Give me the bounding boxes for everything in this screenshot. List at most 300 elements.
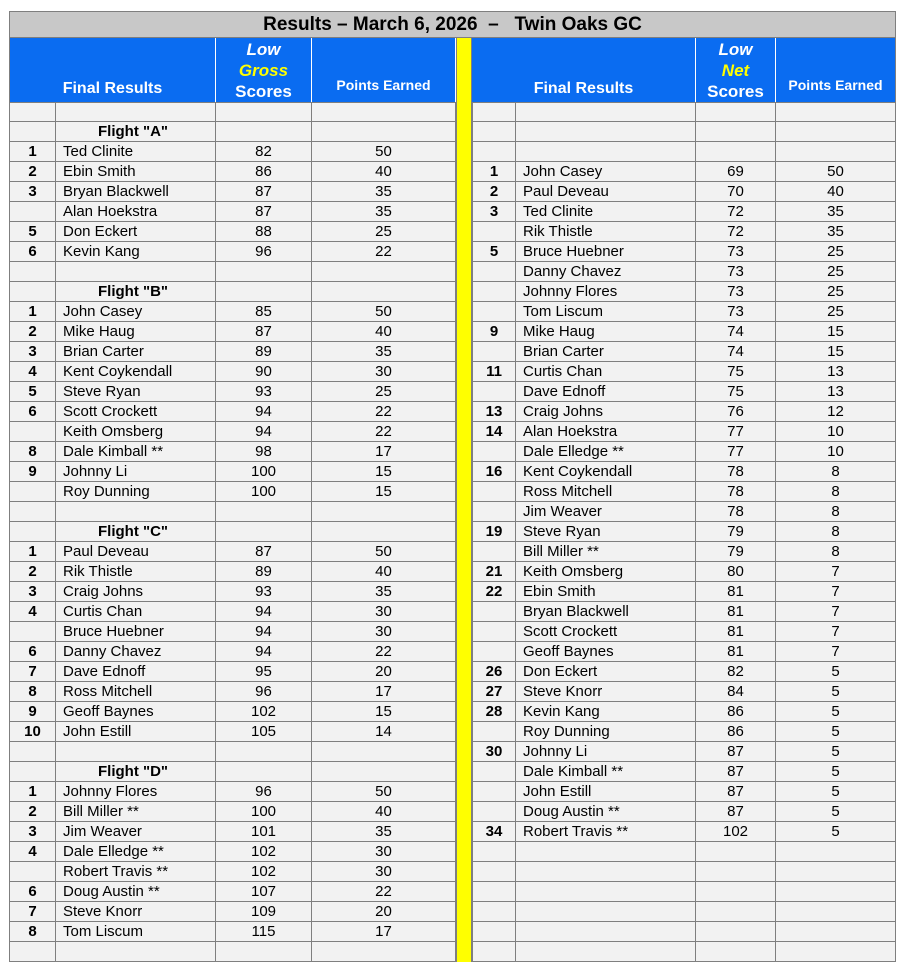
- place-cell: [9, 422, 56, 442]
- points-cell: [312, 282, 456, 302]
- gross-table-row: [9, 542, 456, 562]
- place-cell: 5: [9, 382, 56, 402]
- player-name-cell: Ebin Smith: [56, 162, 216, 182]
- net-table-row: [472, 282, 896, 302]
- gross-table-row: [9, 162, 456, 182]
- score-cell: [216, 282, 312, 302]
- points-cell: [312, 262, 456, 282]
- net-table-row: [472, 182, 896, 202]
- net-table-row: [472, 522, 896, 542]
- gross-table-row: [9, 762, 456, 782]
- place-cell: 9: [9, 462, 56, 482]
- net-table-row: [472, 842, 896, 862]
- points-cell: 14: [312, 722, 456, 742]
- points-cell: 35: [312, 582, 456, 602]
- score-cell: 96: [216, 782, 312, 802]
- points-cell: 7: [776, 602, 896, 622]
- results-title-bar: [9, 11, 896, 38]
- place-cell: 6: [9, 242, 56, 262]
- place-cell: [472, 442, 516, 462]
- points-cell: 8: [776, 482, 896, 502]
- score-cell: 98: [216, 442, 312, 462]
- header-points-earned-gross: [312, 38, 456, 102]
- place-cell: [472, 222, 516, 242]
- net-table-row: [472, 382, 896, 402]
- points-cell: 20: [312, 902, 456, 922]
- flight-label: Flight "C": [56, 522, 216, 542]
- net-table-row: [472, 142, 896, 162]
- player-name-cell: Bill Miller **: [56, 802, 216, 822]
- player-name-cell: Geoff Baynes: [516, 642, 696, 662]
- player-name-cell: Steve Ryan: [516, 522, 696, 542]
- gross-table-row: [9, 122, 456, 142]
- gross-table-row: [9, 402, 456, 422]
- place-cell: 2: [472, 182, 516, 202]
- place-cell: [472, 842, 516, 862]
- player-name-cell: Bruce Huebner: [56, 622, 216, 642]
- points-cell: 35: [312, 182, 456, 202]
- score-cell: 100: [216, 462, 312, 482]
- score-cell: 87: [216, 542, 312, 562]
- score-cell: 82: [216, 142, 312, 162]
- points-cell: 35: [312, 202, 456, 222]
- score-cell: 79: [696, 522, 776, 542]
- player-name-cell: Robert Travis **: [516, 822, 696, 842]
- points-cell: 17: [312, 442, 456, 462]
- player-name-cell: [516, 922, 696, 942]
- place-cell: 1: [9, 142, 56, 162]
- net-table-row: [472, 302, 896, 322]
- player-name-cell: Kevin Kang: [516, 702, 696, 722]
- score-cell: 72: [696, 222, 776, 242]
- place-cell: 8: [9, 682, 56, 702]
- place-cell: 2: [9, 322, 56, 342]
- place-cell: [472, 722, 516, 742]
- score-cell: 86: [216, 162, 312, 182]
- header-points-earned-gross-label: Points Earned: [336, 77, 431, 93]
- header-low-gross-scores: [216, 38, 312, 102]
- player-name-cell: Kent Coykendall: [516, 462, 696, 482]
- player-name-cell: Danny Chavez: [516, 262, 696, 282]
- points-cell: [776, 842, 896, 862]
- gross-table-row: [9, 562, 456, 582]
- points-cell: 40: [312, 322, 456, 342]
- net-table-row: [472, 482, 896, 502]
- player-name-cell: Ted Clinite: [516, 202, 696, 222]
- points-cell: [312, 942, 456, 962]
- yellow-divider-column: [456, 38, 472, 962]
- points-cell: [312, 122, 456, 142]
- points-cell: [776, 122, 896, 142]
- player-name-cell: Johnny Li: [516, 742, 696, 762]
- net-table-row: [472, 542, 896, 562]
- points-cell: 30: [312, 362, 456, 382]
- score-cell: 94: [216, 422, 312, 442]
- points-cell: 10: [776, 442, 896, 462]
- player-name-cell: Steve Knorr: [516, 682, 696, 702]
- points-cell: 22: [312, 642, 456, 662]
- points-cell: 15: [312, 462, 456, 482]
- net-table-row: [472, 562, 896, 582]
- player-name-cell: Geoff Baynes: [56, 702, 216, 722]
- player-name-cell: Rik Thistle: [56, 562, 216, 582]
- points-cell: 25: [776, 282, 896, 302]
- score-cell: 74: [696, 322, 776, 342]
- player-name-cell: John Casey: [56, 302, 216, 322]
- points-cell: 30: [312, 842, 456, 862]
- points-cell: 22: [312, 242, 456, 262]
- player-name-cell: Dave Ednoff: [516, 382, 696, 402]
- score-cell: 73: [696, 242, 776, 262]
- score-cell: 80: [696, 562, 776, 582]
- place-cell: 6: [9, 642, 56, 662]
- score-cell: [216, 102, 312, 122]
- score-cell: 73: [696, 282, 776, 302]
- gross-table-row: [9, 462, 456, 482]
- player-name-cell: [516, 882, 696, 902]
- points-cell: 5: [776, 762, 896, 782]
- gross-table-row: [9, 142, 456, 162]
- score-cell: 102: [216, 702, 312, 722]
- net-table-row: [472, 422, 896, 442]
- points-cell: 5: [776, 662, 896, 682]
- place-cell: [9, 482, 56, 502]
- place-cell: 14: [472, 422, 516, 442]
- player-name-cell: Mike Haug: [56, 322, 216, 342]
- flight-label: Flight "B": [56, 282, 216, 302]
- score-cell: [216, 502, 312, 522]
- place-cell: 13: [472, 402, 516, 422]
- place-cell: [472, 622, 516, 642]
- place-cell: [9, 762, 56, 782]
- score-cell: 77: [696, 422, 776, 442]
- net-table-row: [472, 942, 896, 962]
- score-cell: 115: [216, 922, 312, 942]
- gross-table-row: [9, 302, 456, 322]
- net-table-row: [472, 202, 896, 222]
- score-cell: 77: [696, 442, 776, 462]
- player-name-cell: [516, 102, 696, 122]
- score-cell: [696, 842, 776, 862]
- place-cell: 27: [472, 682, 516, 702]
- place-cell: [472, 382, 516, 402]
- points-cell: 17: [312, 922, 456, 942]
- header-final-results-net-label: Final Results: [533, 80, 634, 97]
- player-name-cell: Dale Elledge **: [56, 842, 216, 862]
- net-table-row: [472, 262, 896, 282]
- place-cell: 2: [9, 562, 56, 582]
- gross-table-row: [9, 642, 456, 662]
- score-cell: 94: [216, 602, 312, 622]
- score-cell: 101: [216, 822, 312, 842]
- points-cell: 30: [312, 862, 456, 882]
- net-table-row: [472, 322, 896, 342]
- score-cell: 87: [696, 742, 776, 762]
- gross-table-row: [9, 802, 456, 822]
- score-cell: 78: [696, 502, 776, 522]
- player-name-cell: [56, 742, 216, 762]
- gross-table-row: [9, 102, 456, 122]
- points-cell: 7: [776, 582, 896, 602]
- points-cell: 30: [312, 602, 456, 622]
- points-cell: 8: [776, 502, 896, 522]
- place-cell: [472, 802, 516, 822]
- place-cell: 8: [9, 922, 56, 942]
- score-cell: 84: [696, 682, 776, 702]
- net-table-row: [472, 862, 896, 882]
- place-cell: [472, 482, 516, 502]
- player-name-cell: Keith Omsberg: [56, 422, 216, 442]
- score-cell: 81: [696, 602, 776, 622]
- score-cell: [696, 942, 776, 962]
- place-cell: 8: [9, 442, 56, 462]
- gross-table-row: [9, 722, 456, 742]
- points-cell: [776, 862, 896, 882]
- gross-table-row: [9, 442, 456, 462]
- net-table-row: [472, 922, 896, 942]
- place-cell: [472, 882, 516, 902]
- score-cell: 102: [216, 862, 312, 882]
- points-cell: 15: [312, 482, 456, 502]
- place-cell: [472, 542, 516, 562]
- points-cell: 50: [312, 782, 456, 802]
- score-cell: 75: [696, 382, 776, 402]
- place-cell: 3: [9, 582, 56, 602]
- header-low-gross-line3: Scores: [235, 82, 292, 101]
- place-cell: 16: [472, 462, 516, 482]
- place-cell: [472, 762, 516, 782]
- net-table-row: [472, 242, 896, 262]
- header-low-net-line3: Scores: [707, 82, 764, 101]
- place-cell: [472, 602, 516, 622]
- gross-table-row: [9, 622, 456, 642]
- score-cell: [696, 902, 776, 922]
- header-final-results-gross-label: Final Results: [62, 80, 163, 97]
- player-name-cell: Bryan Blackwell: [56, 182, 216, 202]
- place-cell: 9: [9, 702, 56, 722]
- place-cell: 7: [9, 662, 56, 682]
- score-cell: 78: [696, 462, 776, 482]
- player-name-cell: Brian Carter: [516, 342, 696, 362]
- points-cell: 5: [776, 822, 896, 842]
- score-cell: 102: [696, 822, 776, 842]
- player-name-cell: Scott Crockett: [516, 622, 696, 642]
- place-cell: [472, 302, 516, 322]
- score-cell: 102: [216, 842, 312, 862]
- points-cell: 35: [776, 222, 896, 242]
- points-cell: 25: [776, 302, 896, 322]
- place-cell: [472, 902, 516, 922]
- place-cell: 1: [9, 542, 56, 562]
- player-name-cell: Roy Dunning: [516, 722, 696, 742]
- points-cell: 35: [312, 342, 456, 362]
- player-name-cell: Robert Travis **: [56, 862, 216, 882]
- score-cell: 87: [216, 322, 312, 342]
- place-cell: 26: [472, 662, 516, 682]
- place-cell: [472, 142, 516, 162]
- header-points-earned-net-label: Points Earned: [788, 77, 883, 93]
- points-cell: 15: [776, 342, 896, 362]
- results-title: Results – March 6, 2026 – Twin Oaks GC: [263, 14, 642, 35]
- net-table-row: [472, 722, 896, 742]
- points-cell: 40: [312, 562, 456, 582]
- player-name-cell: Kent Coykendall: [56, 362, 216, 382]
- points-cell: 25: [312, 382, 456, 402]
- place-cell: 3: [9, 182, 56, 202]
- score-cell: 94: [216, 622, 312, 642]
- place-cell: [472, 642, 516, 662]
- player-name-cell: Alan Hoekstra: [56, 202, 216, 222]
- place-cell: [472, 102, 516, 122]
- points-cell: 7: [776, 642, 896, 662]
- points-cell: 50: [312, 542, 456, 562]
- place-cell: 22: [472, 582, 516, 602]
- net-table-row: [472, 362, 896, 382]
- points-cell: [776, 882, 896, 902]
- net-table-row: [472, 582, 896, 602]
- place-cell: [472, 122, 516, 142]
- place-cell: [9, 522, 56, 542]
- gross-table-row: [9, 922, 456, 942]
- points-cell: 5: [776, 782, 896, 802]
- score-cell: 78: [696, 482, 776, 502]
- place-cell: 3: [9, 342, 56, 362]
- points-cell: 13: [776, 382, 896, 402]
- points-cell: 15: [312, 702, 456, 722]
- player-name-cell: [516, 942, 696, 962]
- net-table-row: [472, 822, 896, 842]
- score-cell: 70: [696, 182, 776, 202]
- points-cell: [312, 102, 456, 122]
- player-name-cell: Ted Clinite: [56, 142, 216, 162]
- net-table-row: [472, 682, 896, 702]
- place-cell: 9: [472, 322, 516, 342]
- player-name-cell: [516, 862, 696, 882]
- points-cell: 7: [776, 562, 896, 582]
- player-name-cell: Dale Kimball **: [516, 762, 696, 782]
- player-name-cell: Roy Dunning: [56, 482, 216, 502]
- player-name-cell: Dale Elledge **: [516, 442, 696, 462]
- points-cell: 30: [312, 622, 456, 642]
- player-name-cell: Curtis Chan: [56, 602, 216, 622]
- low-net-table: [472, 102, 896, 962]
- score-cell: [696, 142, 776, 162]
- points-cell: 5: [776, 702, 896, 722]
- table-header: [9, 38, 896, 102]
- player-name-cell: Doug Austin **: [516, 802, 696, 822]
- points-cell: 8: [776, 462, 896, 482]
- player-name-cell: Johnny Flores: [516, 282, 696, 302]
- gross-table-row: [9, 702, 456, 722]
- score-cell: [216, 522, 312, 542]
- score-cell: [216, 122, 312, 142]
- net-table-row: [472, 902, 896, 922]
- place-cell: [9, 282, 56, 302]
- player-name-cell: Johnny Flores: [56, 782, 216, 802]
- gross-table-row: [9, 262, 456, 282]
- points-cell: 5: [776, 682, 896, 702]
- gross-table-row: [9, 782, 456, 802]
- player-name-cell: [56, 102, 216, 122]
- player-name-cell: Jim Weaver: [56, 822, 216, 842]
- points-cell: [312, 522, 456, 542]
- player-name-cell: Johnny Li: [56, 462, 216, 482]
- gross-table-row: [9, 582, 456, 602]
- net-table-row: [472, 662, 896, 682]
- player-name-cell: Doug Austin **: [56, 882, 216, 902]
- points-cell: [312, 742, 456, 762]
- points-cell: 25: [776, 262, 896, 282]
- player-name-cell: Mike Haug: [516, 322, 696, 342]
- gross-table-row: [9, 362, 456, 382]
- net-table-row: [472, 442, 896, 462]
- score-cell: [696, 882, 776, 902]
- place-cell: [9, 862, 56, 882]
- gross-table-row: [9, 242, 456, 262]
- player-name-cell: Kevin Kang: [56, 242, 216, 262]
- score-cell: 88: [216, 222, 312, 242]
- player-name-cell: [516, 122, 696, 142]
- player-name-cell: Tom Liscum: [516, 302, 696, 322]
- header-final-results-gross: [9, 38, 216, 102]
- gross-table-row: [9, 342, 456, 362]
- place-cell: [472, 262, 516, 282]
- net-table-row: [472, 642, 896, 662]
- place-cell: 3: [472, 202, 516, 222]
- player-name-cell: Dave Ednoff: [56, 662, 216, 682]
- gross-table-row: [9, 662, 456, 682]
- points-cell: 5: [776, 742, 896, 762]
- results-sheet: [9, 11, 896, 962]
- header-low-gross-line1: Low: [246, 40, 281, 59]
- header-final-results-net: [472, 38, 696, 102]
- score-cell: 86: [696, 722, 776, 742]
- points-cell: [312, 762, 456, 782]
- net-table-row: [472, 222, 896, 242]
- points-cell: 22: [312, 882, 456, 902]
- score-cell: 95: [216, 662, 312, 682]
- place-cell: 19: [472, 522, 516, 542]
- score-cell: 87: [216, 182, 312, 202]
- gross-table-row: [9, 742, 456, 762]
- player-name-cell: Jim Weaver: [516, 502, 696, 522]
- place-cell: [472, 782, 516, 802]
- gross-table-row: [9, 222, 456, 242]
- score-cell: [696, 862, 776, 882]
- score-cell: [216, 942, 312, 962]
- score-cell: 73: [696, 262, 776, 282]
- score-cell: 107: [216, 882, 312, 902]
- player-name-cell: Don Eckert: [56, 222, 216, 242]
- player-name-cell: [516, 142, 696, 162]
- gross-table-row: [9, 482, 456, 502]
- score-cell: 75: [696, 362, 776, 382]
- points-cell: 35: [312, 822, 456, 842]
- score-cell: 81: [696, 622, 776, 642]
- net-table-row: [472, 162, 896, 182]
- place-cell: [9, 742, 56, 762]
- gross-table-row: [9, 422, 456, 442]
- gross-table-row: [9, 942, 456, 962]
- player-name-cell: Paul Deveau: [516, 182, 696, 202]
- score-cell: 89: [216, 562, 312, 582]
- score-cell: 93: [216, 382, 312, 402]
- gross-table-row: [9, 182, 456, 202]
- net-table-row: [472, 882, 896, 902]
- place-cell: [472, 282, 516, 302]
- net-table-row: [472, 502, 896, 522]
- score-cell: 87: [696, 782, 776, 802]
